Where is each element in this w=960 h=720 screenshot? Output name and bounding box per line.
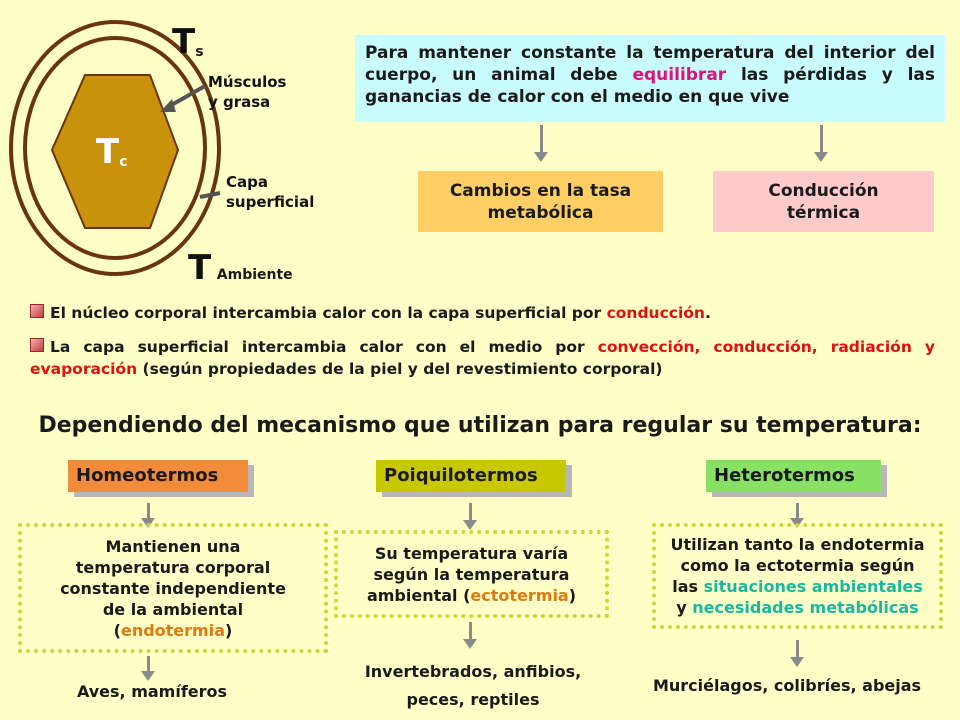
homeo-examples: Aves, mamíferos: [76, 682, 228, 701]
poiqui-examples: Invertebrados, anfibios, peces, reptiles: [364, 662, 582, 709]
poiquilotermos-label: Poiquilotermos: [376, 460, 566, 492]
bullet-1: El núcleo corporal intercambia calor con la capa superficial por conducción.: [30, 302, 935, 324]
section-heading: Dependiendo del mecanismo que utilizan para regular su temperatura:: [38, 413, 922, 438]
homeotermos-label: Homeotermos: [68, 460, 248, 492]
bullet-2: La capa superficial intercambia calor con el medio por convección, conducción, radiación y evaporación (según propiedades de la piel y del revestimiento corporal): [30, 338, 935, 378]
heterotermos-label: Heterotermos: [706, 460, 881, 492]
surface-label: Capa superficial: [226, 173, 315, 211]
hetero-examples: Murciélagos, colibríes, abejas: [652, 676, 922, 695]
homeo-description: Mantienen una temperatura corporal constante independiente de la ambiental (endotermia): [18, 523, 328, 653]
bullet-icon: [30, 304, 44, 318]
t-ambiente-label: T Ambiente: [188, 248, 293, 288]
body-diagram: [0, 0, 340, 290]
metabolic-box: Cambios en la tasa metabólica: [418, 171, 663, 232]
conduction-box: Conducción térmica: [713, 171, 934, 232]
poiqui-description: Su temperatura varía según la temperatura ambiental (ectotermia): [334, 530, 609, 618]
surface-pointer: [200, 193, 220, 197]
hetero-description: Utilizan tanto la endotermia como la ectotermia según las situaciones ambientales y necesidades metabólicas: [652, 523, 943, 629]
muscles-label: Músculos y grasa: [208, 73, 287, 111]
intro-box: Para mantener constante la temperatura del interior del cuerpo, un animal debe equilibrar las pérdidas y las ganancias de calor con el medio en que vive: [355, 35, 945, 122]
tc-label: Tc: [96, 132, 128, 172]
ts-label: Ts: [172, 22, 204, 62]
bullet-icon: [30, 338, 44, 352]
